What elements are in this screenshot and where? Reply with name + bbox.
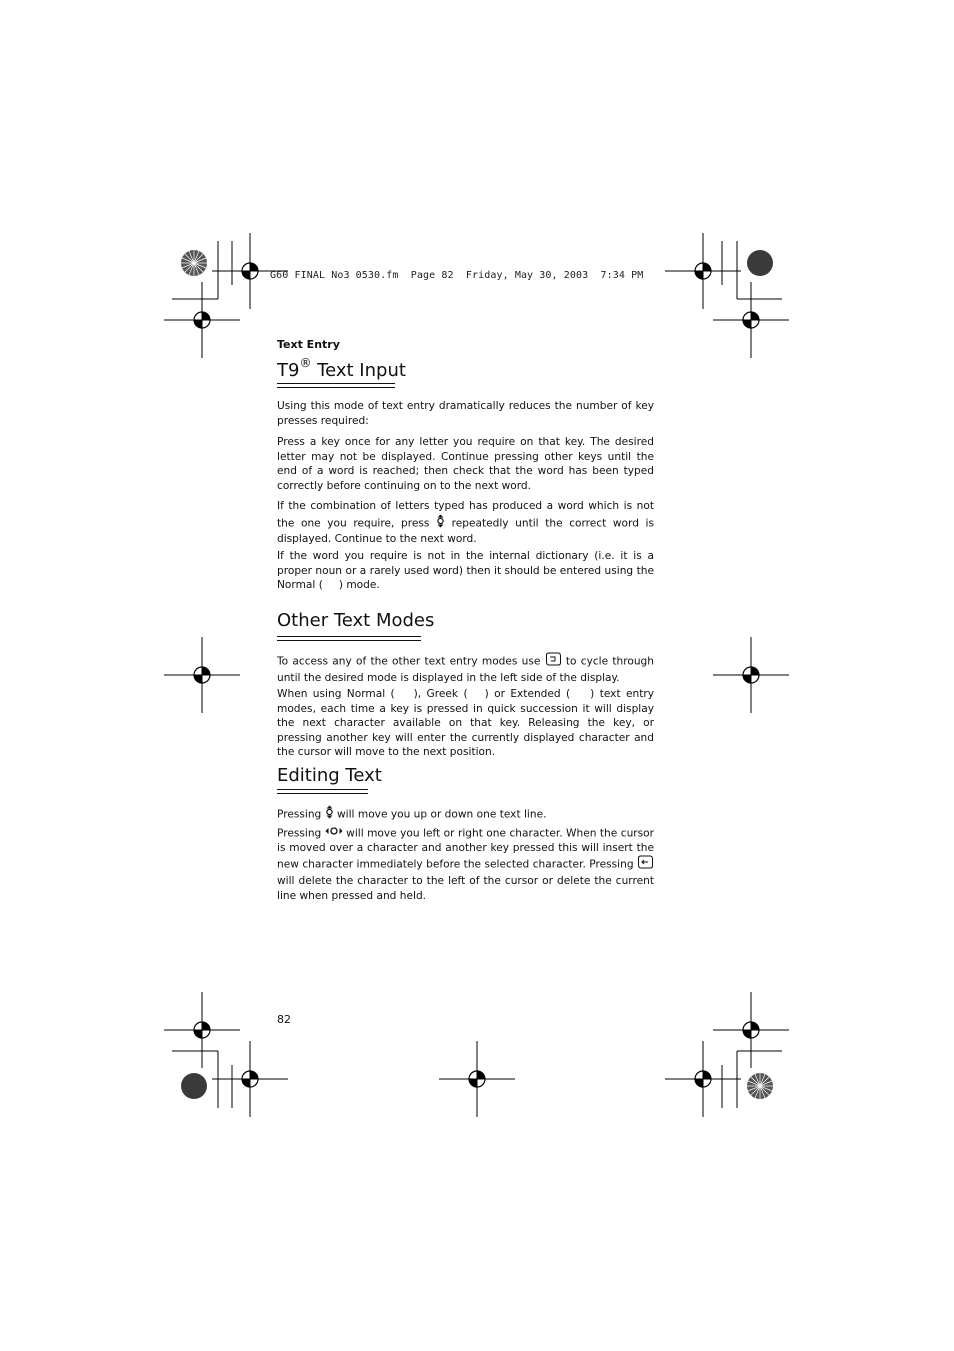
- heading-other-text-modes: Other Text Modes: [277, 610, 435, 631]
- text-run: If the word you require is not in the internal dictionary (i.e. it is a proper noun or a rarely used word) then it should be entered using the Normal (: [277, 550, 654, 592]
- paragraph: [277, 826, 654, 903]
- page-number: 82: [277, 1013, 291, 1026]
- heading-underline: [277, 793, 368, 794]
- registration-mark-icon: [665, 233, 741, 309]
- registration-mark-icon: [713, 282, 789, 358]
- heading-t9-rest: Text Input: [311, 360, 406, 381]
- clear-key-icon: [637, 855, 654, 874]
- paragraph: [277, 652, 654, 685]
- text-run: To access any of the other text entry modes use: [277, 655, 545, 668]
- star-target-icon: [181, 250, 207, 276]
- heading-underline: [277, 789, 368, 790]
- registration-mark-icon: [164, 992, 240, 1068]
- paragraph: Press a key once for any letter you require on that key. The desired letter may not be displayed. Continue pressing other keys until the end of a word is reached; then check that the word has been typed correctly before continuing on to the next word.: [277, 436, 654, 492]
- heading-t9-prefix: T9: [277, 360, 300, 381]
- heading-t9-text-input: [277, 358, 406, 381]
- text-run: will move you up or down one text line.: [333, 808, 547, 821]
- paragraph: [277, 805, 654, 824]
- left-right-nav-icon: [325, 826, 343, 841]
- text-run: Pressing: [277, 808, 325, 821]
- text-run: If the combination of letters typed has produced a word which is not the one you require, press: [277, 500, 654, 529]
- paragraph: [277, 499, 654, 547]
- text-mode-key-icon: [545, 652, 562, 671]
- heading-editing-text: Editing Text: [277, 765, 382, 786]
- heading-underline: [277, 636, 421, 637]
- text-run: ) mode.: [338, 579, 380, 592]
- text-run: to cycle through until the desired mode is displayed in the left side of the display.: [277, 655, 654, 684]
- registration-mark-icon: [164, 282, 240, 358]
- text-run: will move you left or right one character. When the cursor is moved over a character and another key pressed this will insert the new character immediately before the selected character. Pressing: [277, 827, 654, 871]
- up-down-nav-icon: [436, 514, 445, 533]
- text-run: ), Greek (: [413, 688, 468, 700]
- paragraph: [277, 687, 654, 760]
- heading-underline: [277, 640, 421, 641]
- solid-target-icon: [181, 1073, 207, 1099]
- text-run: ) or Extended (: [484, 688, 571, 700]
- registration-mark-icon: [665, 1041, 741, 1117]
- registration-mark-icon: [164, 637, 240, 713]
- text-run: will delete the character to the left of the cursor or delete the current line when pressed and held.: [277, 875, 654, 902]
- paragraph: Using this mode of text entry dramatically reduces the number of key presses required:: [277, 400, 654, 427]
- registration-mark-icon: [713, 992, 789, 1068]
- registration-mark-icon: [439, 1041, 515, 1117]
- section-label: Text Entry: [277, 338, 340, 351]
- star-target-icon: [747, 1073, 773, 1099]
- up-down-nav-icon: [325, 805, 334, 824]
- text-run: When using Normal (: [277, 688, 395, 700]
- registered-mark: ®: [299, 356, 312, 370]
- registration-mark-icon: [713, 637, 789, 713]
- text-run: ) text entry modes, each time a key is pressed in quick succession it will display the next character available on that key. Releasing the key, or pressing another key will enter the currently displayed character and the cursor will move to the next position.: [277, 688, 654, 759]
- heading-underline: [277, 387, 395, 388]
- solid-target-icon: [747, 250, 773, 276]
- text-run: Pressing: [277, 827, 325, 840]
- registration-mark-icon: [212, 1041, 288, 1117]
- paragraph: [277, 549, 654, 593]
- print-slug: G60 FINAL No3 0530.fm Page 82 Friday, May 30, 2003 7:34 PM: [270, 270, 644, 281]
- text-run: repeatedly until the correct word is displayed. Continue to the next word.: [277, 516, 654, 546]
- heading-underline: [277, 383, 395, 384]
